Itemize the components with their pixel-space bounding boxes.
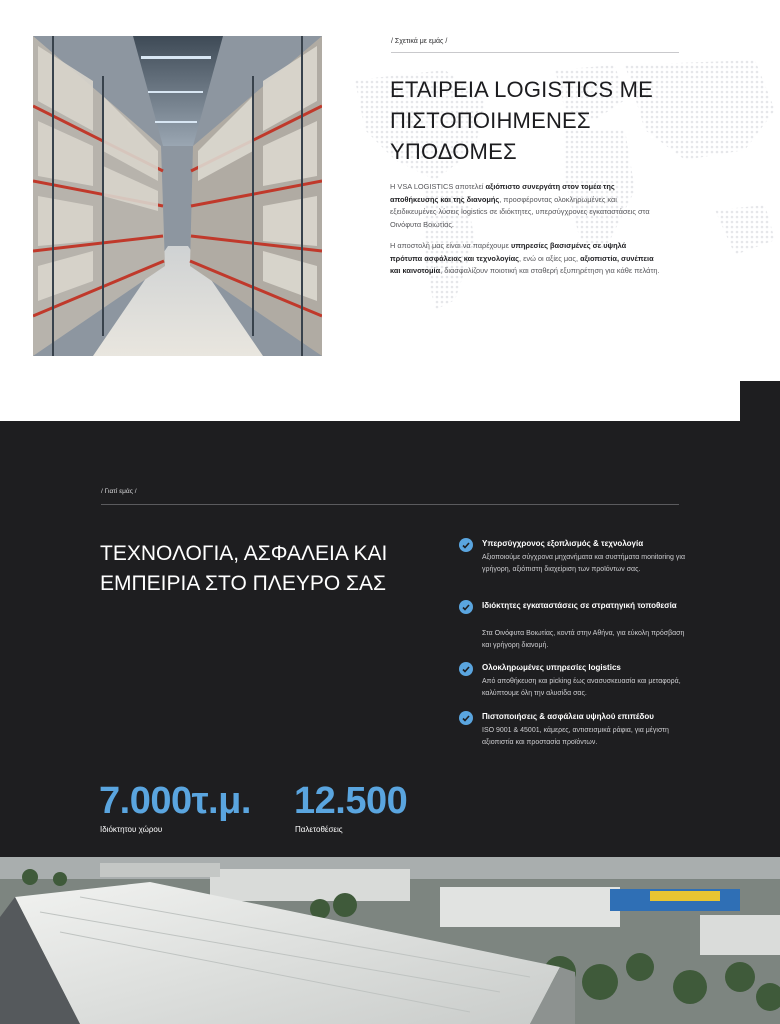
- about-section: [0, 0, 780, 421]
- side-accent-dark: [740, 381, 780, 421]
- warehouse-photo: [33, 36, 322, 356]
- feature-title: Πιστοποιήσεις & ασφάλεια υψηλού επιπέδου: [482, 712, 654, 721]
- stat-area-label: Ιδιόκτητου χώρου: [100, 825, 163, 834]
- stat-pallets-value: 12.500: [294, 780, 408, 822]
- about-paragraph-1: Η VSA LOGISTICS αποτελεί αξιόπιστο συνεργάτη στον τομέα της αποθήκευσης και της διανομής, προσφέροντας ολοκληρωμένες και εξειδικευμένες λύσεις logistics σε ιδιόκτητες, υπερσύγχρονες εγκαταστάσεις στα Οινόφυτα Βοιωτίας.: [390, 182, 650, 229]
- why-heading: ΤΕΧΝΟΛΟΓΙΑ, ΑΣΦΑΛΕΙΑ ΚΑΙ ΕΜΠΕΙΡΙΑ ΣΤΟ ΠΛΕΥΡΟ ΣΑΣ: [100, 542, 388, 595]
- check-circle-icon: [459, 662, 473, 676]
- about-divider: [391, 52, 679, 53]
- why-eyebrow: / Γιατί εμάς /: [101, 488, 137, 495]
- about-eyebrow: / Σχετικά με εμάς /: [391, 38, 448, 45]
- about-paragraph-2: Η αποστολή μας είναι να παρέχουμε υπηρεσίες βασισμένες σε υψηλά πρότυπα ασφάλειας και τεχνολογίας, ενώ οι αξίες μας, αξιοπιστία, συνέπεια και καινοτομία, διασφαλίζουν ποιοτική και σταθερή εξυπηρέτηση για κάθε πελάτη.: [390, 241, 660, 276]
- feature-title: Υπερσύγχρονος εξοπλισμός & τεχνολογία: [482, 539, 644, 548]
- aerial-facility-photo: [0, 857, 780, 1024]
- about-heading: ΕΤΑΙΡΕΙΑ LOGISTICS ΜΕ ΠΙΣΤΟΠΟΙΗΜΕΝΕΣ ΥΠΟΔΟΜΕΣ: [390, 77, 653, 164]
- feature-description: Αξιοποιούμε σύγχρονα μηχανήματα και συστήματα monitoring για γρήγορη, αξιόπιστη διαχείριση των προϊόντων σας.: [482, 554, 685, 574]
- stat-area-value: 7.000τ.μ.: [99, 780, 251, 822]
- check-circle-icon: [459, 538, 473, 552]
- feature-description: Στα Οινόφυτα Βοιωτίας, κοντά στην Αθήνα, για εύκολη πρόσβαση και γρήγορη διανομή.: [482, 630, 685, 650]
- check-circle-icon: [459, 711, 473, 725]
- feature-description: ISO 9001 & 45001, κάμερες, αντισεισμικά ράφια, για μέγιστη αξιοπιστία και προστασία προϊόντων.: [482, 727, 669, 747]
- stat-pallets-label: Παλετοθέσεις: [295, 825, 343, 834]
- why-divider: [101, 504, 679, 505]
- check-circle-icon: [459, 600, 473, 614]
- feature-title: Ιδιόκτητες εγκαταστάσεις σε στρατηγική τοποθεσία: [482, 601, 677, 610]
- feature-description: Από αποθήκευση και picking έως ανασυσκευασία και μεταφορά, καλύπτουμε όλη την αλυσίδα σας.: [482, 678, 681, 698]
- feature-title: Ολοκληρωμένες υπηρεσίες logistics: [482, 663, 621, 672]
